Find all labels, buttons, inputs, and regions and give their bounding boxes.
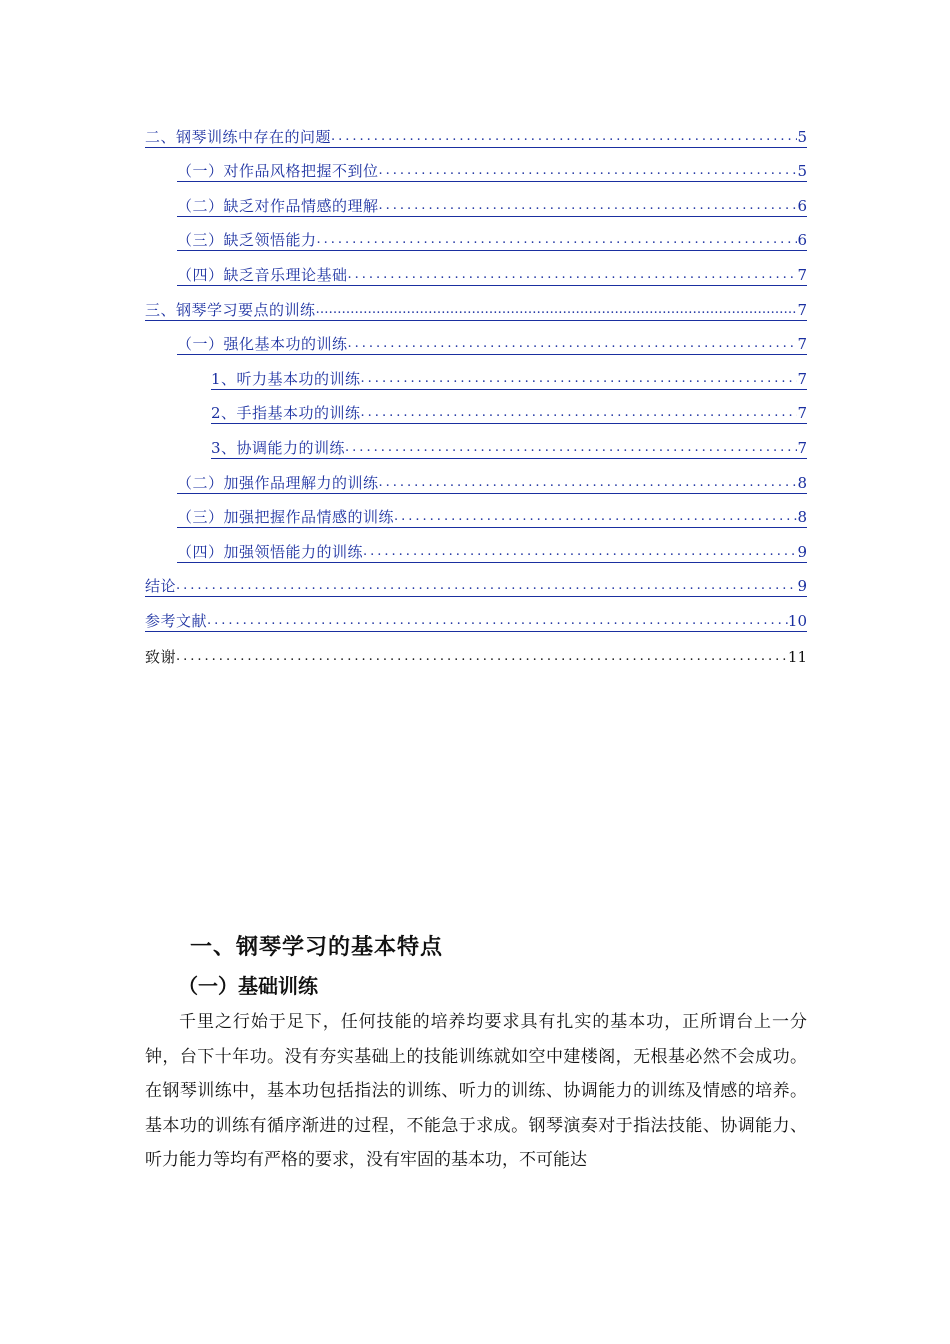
toc-entry-label: （二）加强作品理解力的训练 bbox=[177, 473, 379, 492]
toc-page-number: 7 bbox=[797, 265, 807, 284]
toc-entry-label: 2、手指基本功的训练 bbox=[211, 404, 361, 423]
toc-entry-comprehension[interactable] bbox=[145, 217, 807, 252]
toc-dot-leader bbox=[361, 403, 797, 424]
toc-page-number: 7 bbox=[797, 438, 807, 457]
toc-entry-label: 三、钢琴学习要点的训练 bbox=[145, 300, 316, 319]
toc-entry-label: 参考文献 bbox=[145, 611, 208, 630]
toc-page-number: 7 bbox=[797, 300, 807, 319]
table-of-contents bbox=[145, 113, 807, 667]
toc-page-number: 11 bbox=[787, 647, 807, 666]
toc-dot-leader bbox=[317, 230, 797, 251]
toc-entry-label: 1、听力基本功的训练 bbox=[211, 369, 361, 388]
subsection-heading: （一）基础训练 bbox=[178, 974, 318, 998]
toc-page-number: 7 bbox=[797, 369, 807, 388]
toc-page-number: 5 bbox=[797, 162, 807, 181]
toc-page-number: 6 bbox=[797, 196, 807, 215]
toc-dot-leader bbox=[379, 161, 797, 182]
toc-page-number: 8 bbox=[797, 508, 807, 527]
toc-entry-problems[interactable] bbox=[145, 113, 807, 148]
toc-page-number: 5 bbox=[797, 127, 807, 146]
toc-entry-basics[interactable] bbox=[145, 321, 807, 356]
toc-entry-coordination[interactable] bbox=[145, 424, 807, 459]
toc-page-number: 6 bbox=[797, 231, 807, 250]
toc-entry-label: 结论 bbox=[145, 577, 177, 596]
toc-dot-leader bbox=[361, 369, 797, 390]
body-paragraph: 千里之行始于足下，任何技能的培养均要求具有扎实的基本功，正所谓台上一分钟，台下十年功。没有夯实基础上的技能训练就如空中建楼阁，无根基必然不会成功。在钢琴训练中，基本功包括指法的训练、听力的训练、协调能力的训练及情感的培养。基本功的训练有循序渐进的过程，不能急于求成。钢琴演奏对于指法技能、协调能力、听力能力等均有严格的要求，没有牢固的基本功，不可能达 bbox=[145, 1012, 807, 1170]
toc-entry-label: （三）缺乏领悟能力 bbox=[177, 231, 317, 250]
toc-entry-training[interactable] bbox=[145, 286, 807, 321]
section-heading: 一、钢琴学习的基本特点 bbox=[190, 935, 444, 960]
toc-entry-conclusion[interactable] bbox=[145, 563, 807, 598]
toc-entry-label: 致谢 bbox=[145, 647, 177, 666]
toc-dot-leader bbox=[207, 611, 788, 632]
toc-page-number: 10 bbox=[787, 611, 807, 630]
toc-entry-label: 二、钢琴训练中存在的问题 bbox=[145, 127, 332, 146]
toc-dot-leader bbox=[348, 334, 797, 355]
toc-dot-leader bbox=[363, 542, 797, 563]
toc-dot-leader bbox=[331, 127, 797, 148]
toc-entry-label: （一）对作品风格把握不到位 bbox=[177, 162, 379, 181]
toc-page-number: 7 bbox=[797, 335, 807, 354]
toc-entry-hearing[interactable] bbox=[145, 355, 807, 390]
toc-entry-label: （四）加强领悟能力的训练 bbox=[177, 542, 364, 561]
toc-entry-label: 3、协调能力的训练 bbox=[211, 438, 346, 457]
toc-entry-fingers[interactable] bbox=[145, 390, 807, 425]
toc-dot-leader bbox=[379, 473, 797, 494]
toc-dot-leader bbox=[345, 438, 797, 459]
toc-entry-acknowledgements bbox=[145, 632, 807, 667]
toc-entry-feeling[interactable] bbox=[145, 494, 807, 529]
toc-entry-references[interactable] bbox=[145, 597, 807, 632]
toc-dot-leader bbox=[176, 647, 788, 667]
toc-page-number: 9 bbox=[797, 542, 807, 561]
toc-dot-leader bbox=[316, 300, 797, 321]
toc-entry-emotion[interactable] bbox=[145, 182, 807, 217]
toc-page-number: 7 bbox=[797, 404, 807, 423]
toc-entry-label: （二）缺乏对作品情感的理解 bbox=[177, 196, 379, 215]
toc-dot-leader bbox=[348, 265, 797, 286]
toc-entry-label: （四）缺乏音乐理论基础 bbox=[177, 265, 348, 284]
toc-entry-label: （一）强化基本功的训练 bbox=[177, 335, 348, 354]
toc-entry-understanding[interactable] bbox=[145, 459, 807, 494]
toc-page-number: 8 bbox=[797, 473, 807, 492]
toc-dot-leader bbox=[379, 196, 797, 217]
toc-entry-insight[interactable] bbox=[145, 528, 807, 563]
toc-page-number: 9 bbox=[797, 577, 807, 596]
toc-dot-leader bbox=[394, 507, 797, 528]
toc-dot-leader bbox=[176, 576, 797, 597]
toc-entry-style[interactable] bbox=[145, 148, 807, 183]
toc-entry-theory[interactable] bbox=[145, 251, 807, 286]
toc-entry-label: （三）加强把握作品情感的训练 bbox=[177, 508, 395, 527]
